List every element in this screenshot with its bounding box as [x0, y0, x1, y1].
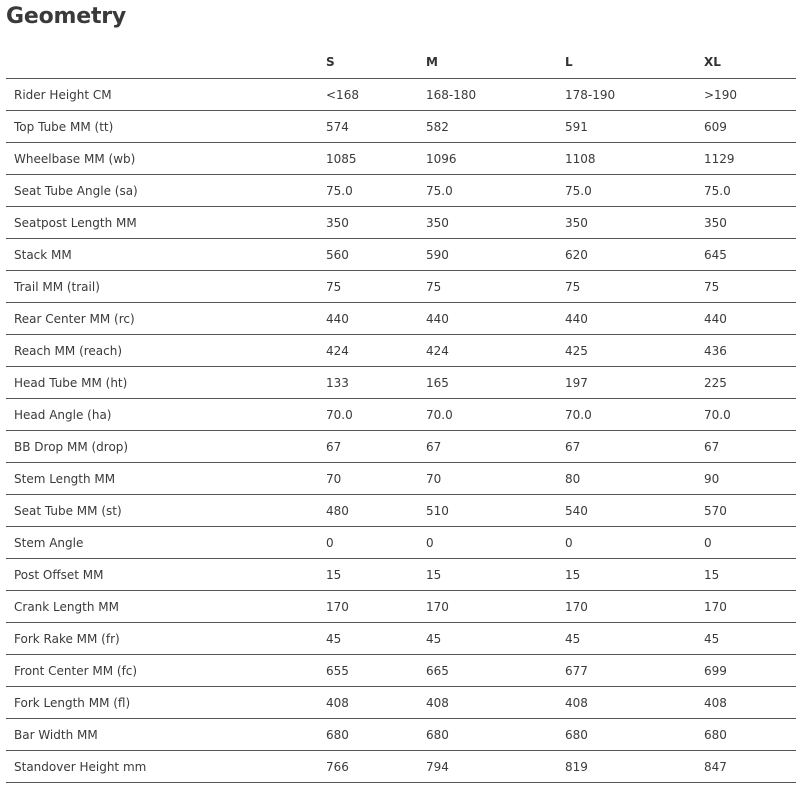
- cell-m: 70.0: [418, 399, 557, 431]
- cell-xl: 67: [696, 431, 796, 463]
- cell-m: 168-180: [418, 79, 557, 111]
- cell-xl: >190: [696, 79, 796, 111]
- cell-l: 591: [557, 111, 696, 143]
- cell-l: 80: [557, 463, 696, 495]
- cell-xl: 70.0: [696, 399, 796, 431]
- table-row: [6, 495, 796, 527]
- row-label: Fork Rake MM (fr): [6, 623, 318, 655]
- row-label: Bar Width MM: [6, 719, 318, 751]
- cell-m: 75.0: [418, 175, 557, 207]
- cell-s: 70.0: [318, 399, 418, 431]
- table-row: [6, 527, 796, 559]
- cell-xl: 609: [696, 111, 796, 143]
- cell-l: 677: [557, 655, 696, 687]
- cell-xl: 75: [696, 271, 796, 303]
- cell-xl: 225: [696, 367, 796, 399]
- table-row: [6, 335, 796, 367]
- cell-xl: 680: [696, 719, 796, 751]
- table-row: [6, 271, 796, 303]
- row-label: Fork Length MM (fl): [6, 687, 318, 719]
- row-label: Head Tube MM (ht): [6, 367, 318, 399]
- cell-s: 133: [318, 367, 418, 399]
- row-label: Seat Tube MM (st): [6, 495, 318, 527]
- cell-xl: 0: [696, 527, 796, 559]
- row-label: Trail MM (trail): [6, 271, 318, 303]
- cell-l: 75: [557, 271, 696, 303]
- cell-s: 45: [318, 623, 418, 655]
- cell-s: 170: [318, 591, 418, 623]
- cell-s: 680: [318, 719, 418, 751]
- table-row: [6, 431, 796, 463]
- cell-l: 425: [557, 335, 696, 367]
- table-row: [6, 303, 796, 335]
- table-row: [6, 175, 796, 207]
- cell-xl: 15: [696, 559, 796, 591]
- cell-m: 1096: [418, 143, 557, 175]
- cell-m: 582: [418, 111, 557, 143]
- table-body: [6, 79, 796, 783]
- cell-l: 170: [557, 591, 696, 623]
- row-label: Stem Angle: [6, 527, 318, 559]
- row-label: Stem Length MM: [6, 463, 318, 495]
- header-cell-xl: XL: [696, 46, 796, 79]
- cell-m: 75: [418, 271, 557, 303]
- cell-m: 424: [418, 335, 557, 367]
- cell-m: 408: [418, 687, 557, 719]
- row-label: Front Center MM (fc): [6, 655, 318, 687]
- cell-l: 350: [557, 207, 696, 239]
- cell-m: 350: [418, 207, 557, 239]
- row-label: Wheelbase MM (wb): [6, 143, 318, 175]
- table-header-row: [6, 46, 796, 79]
- cell-m: 165: [418, 367, 557, 399]
- cell-l: 680: [557, 719, 696, 751]
- cell-xl: 570: [696, 495, 796, 527]
- cell-l: 15: [557, 559, 696, 591]
- table-row: [6, 463, 796, 495]
- page-title: Geometry: [6, 4, 127, 29]
- cell-s: 75: [318, 271, 418, 303]
- row-label: Standover Height mm: [6, 751, 318, 783]
- cell-s: 480: [318, 495, 418, 527]
- cell-s: 67: [318, 431, 418, 463]
- table-row: [6, 687, 796, 719]
- cell-s: 655: [318, 655, 418, 687]
- cell-xl: 350: [696, 207, 796, 239]
- table-row: [6, 655, 796, 687]
- table-row: [6, 591, 796, 623]
- cell-m: 45: [418, 623, 557, 655]
- cell-s: <168: [318, 79, 418, 111]
- cell-xl: 170: [696, 591, 796, 623]
- cell-m: 440: [418, 303, 557, 335]
- row-label: Reach MM (reach): [6, 335, 318, 367]
- header-cell-s: S: [318, 46, 418, 79]
- cell-xl: 440: [696, 303, 796, 335]
- cell-xl: 75.0: [696, 175, 796, 207]
- row-label: Top Tube MM (tt): [6, 111, 318, 143]
- cell-xl: 699: [696, 655, 796, 687]
- cell-xl: 436: [696, 335, 796, 367]
- cell-l: 0: [557, 527, 696, 559]
- cell-m: 680: [418, 719, 557, 751]
- cell-l: 75.0: [557, 175, 696, 207]
- cell-m: 170: [418, 591, 557, 623]
- cell-xl: 847: [696, 751, 796, 783]
- row-label: Head Angle (ha): [6, 399, 318, 431]
- cell-m: 665: [418, 655, 557, 687]
- cell-m: 15: [418, 559, 557, 591]
- cell-s: 70: [318, 463, 418, 495]
- cell-s: 75.0: [318, 175, 418, 207]
- cell-s: 574: [318, 111, 418, 143]
- cell-xl: 45: [696, 623, 796, 655]
- cell-s: 766: [318, 751, 418, 783]
- cell-m: 0: [418, 527, 557, 559]
- cell-s: 350: [318, 207, 418, 239]
- cell-xl: 1129: [696, 143, 796, 175]
- cell-m: 510: [418, 495, 557, 527]
- row-label: Seat Tube Angle (sa): [6, 175, 318, 207]
- table-row: [6, 111, 796, 143]
- cell-m: 67: [418, 431, 557, 463]
- row-label: Rear Center MM (rc): [6, 303, 318, 335]
- cell-m: 70: [418, 463, 557, 495]
- table-row: [6, 751, 796, 783]
- cell-l: 1108: [557, 143, 696, 175]
- cell-s: 1085: [318, 143, 418, 175]
- cell-s: 0: [318, 527, 418, 559]
- row-label: Post Offset MM: [6, 559, 318, 591]
- geometry-table: [6, 46, 796, 783]
- table-row: [6, 207, 796, 239]
- cell-l: 408: [557, 687, 696, 719]
- cell-m: 590: [418, 239, 557, 271]
- header-cell-m: M: [418, 46, 557, 79]
- cell-l: 197: [557, 367, 696, 399]
- cell-xl: 408: [696, 687, 796, 719]
- table-row: [6, 79, 796, 111]
- table-row: [6, 719, 796, 751]
- cell-xl: 90: [696, 463, 796, 495]
- table-row: [6, 399, 796, 431]
- cell-s: 560: [318, 239, 418, 271]
- table-row: [6, 239, 796, 271]
- row-label: BB Drop MM (drop): [6, 431, 318, 463]
- header-cell-label: [6, 46, 318, 79]
- cell-l: 45: [557, 623, 696, 655]
- cell-l: 178-190: [557, 79, 696, 111]
- cell-s: 440: [318, 303, 418, 335]
- row-label: Crank Length MM: [6, 591, 318, 623]
- cell-l: 67: [557, 431, 696, 463]
- cell-m: 794: [418, 751, 557, 783]
- cell-s: 408: [318, 687, 418, 719]
- cell-s: 15: [318, 559, 418, 591]
- row-label: Stack MM: [6, 239, 318, 271]
- table-row: [6, 143, 796, 175]
- cell-l: 440: [557, 303, 696, 335]
- row-label: Rider Height CM: [6, 79, 318, 111]
- cell-xl: 645: [696, 239, 796, 271]
- table-row: [6, 559, 796, 591]
- cell-s: 424: [318, 335, 418, 367]
- cell-l: 620: [557, 239, 696, 271]
- cell-l: 70.0: [557, 399, 696, 431]
- cell-l: 540: [557, 495, 696, 527]
- header-cell-l: L: [557, 46, 696, 79]
- row-label: Seatpost Length MM: [6, 207, 318, 239]
- table-row: [6, 623, 796, 655]
- table-row: [6, 367, 796, 399]
- cell-l: 819: [557, 751, 696, 783]
